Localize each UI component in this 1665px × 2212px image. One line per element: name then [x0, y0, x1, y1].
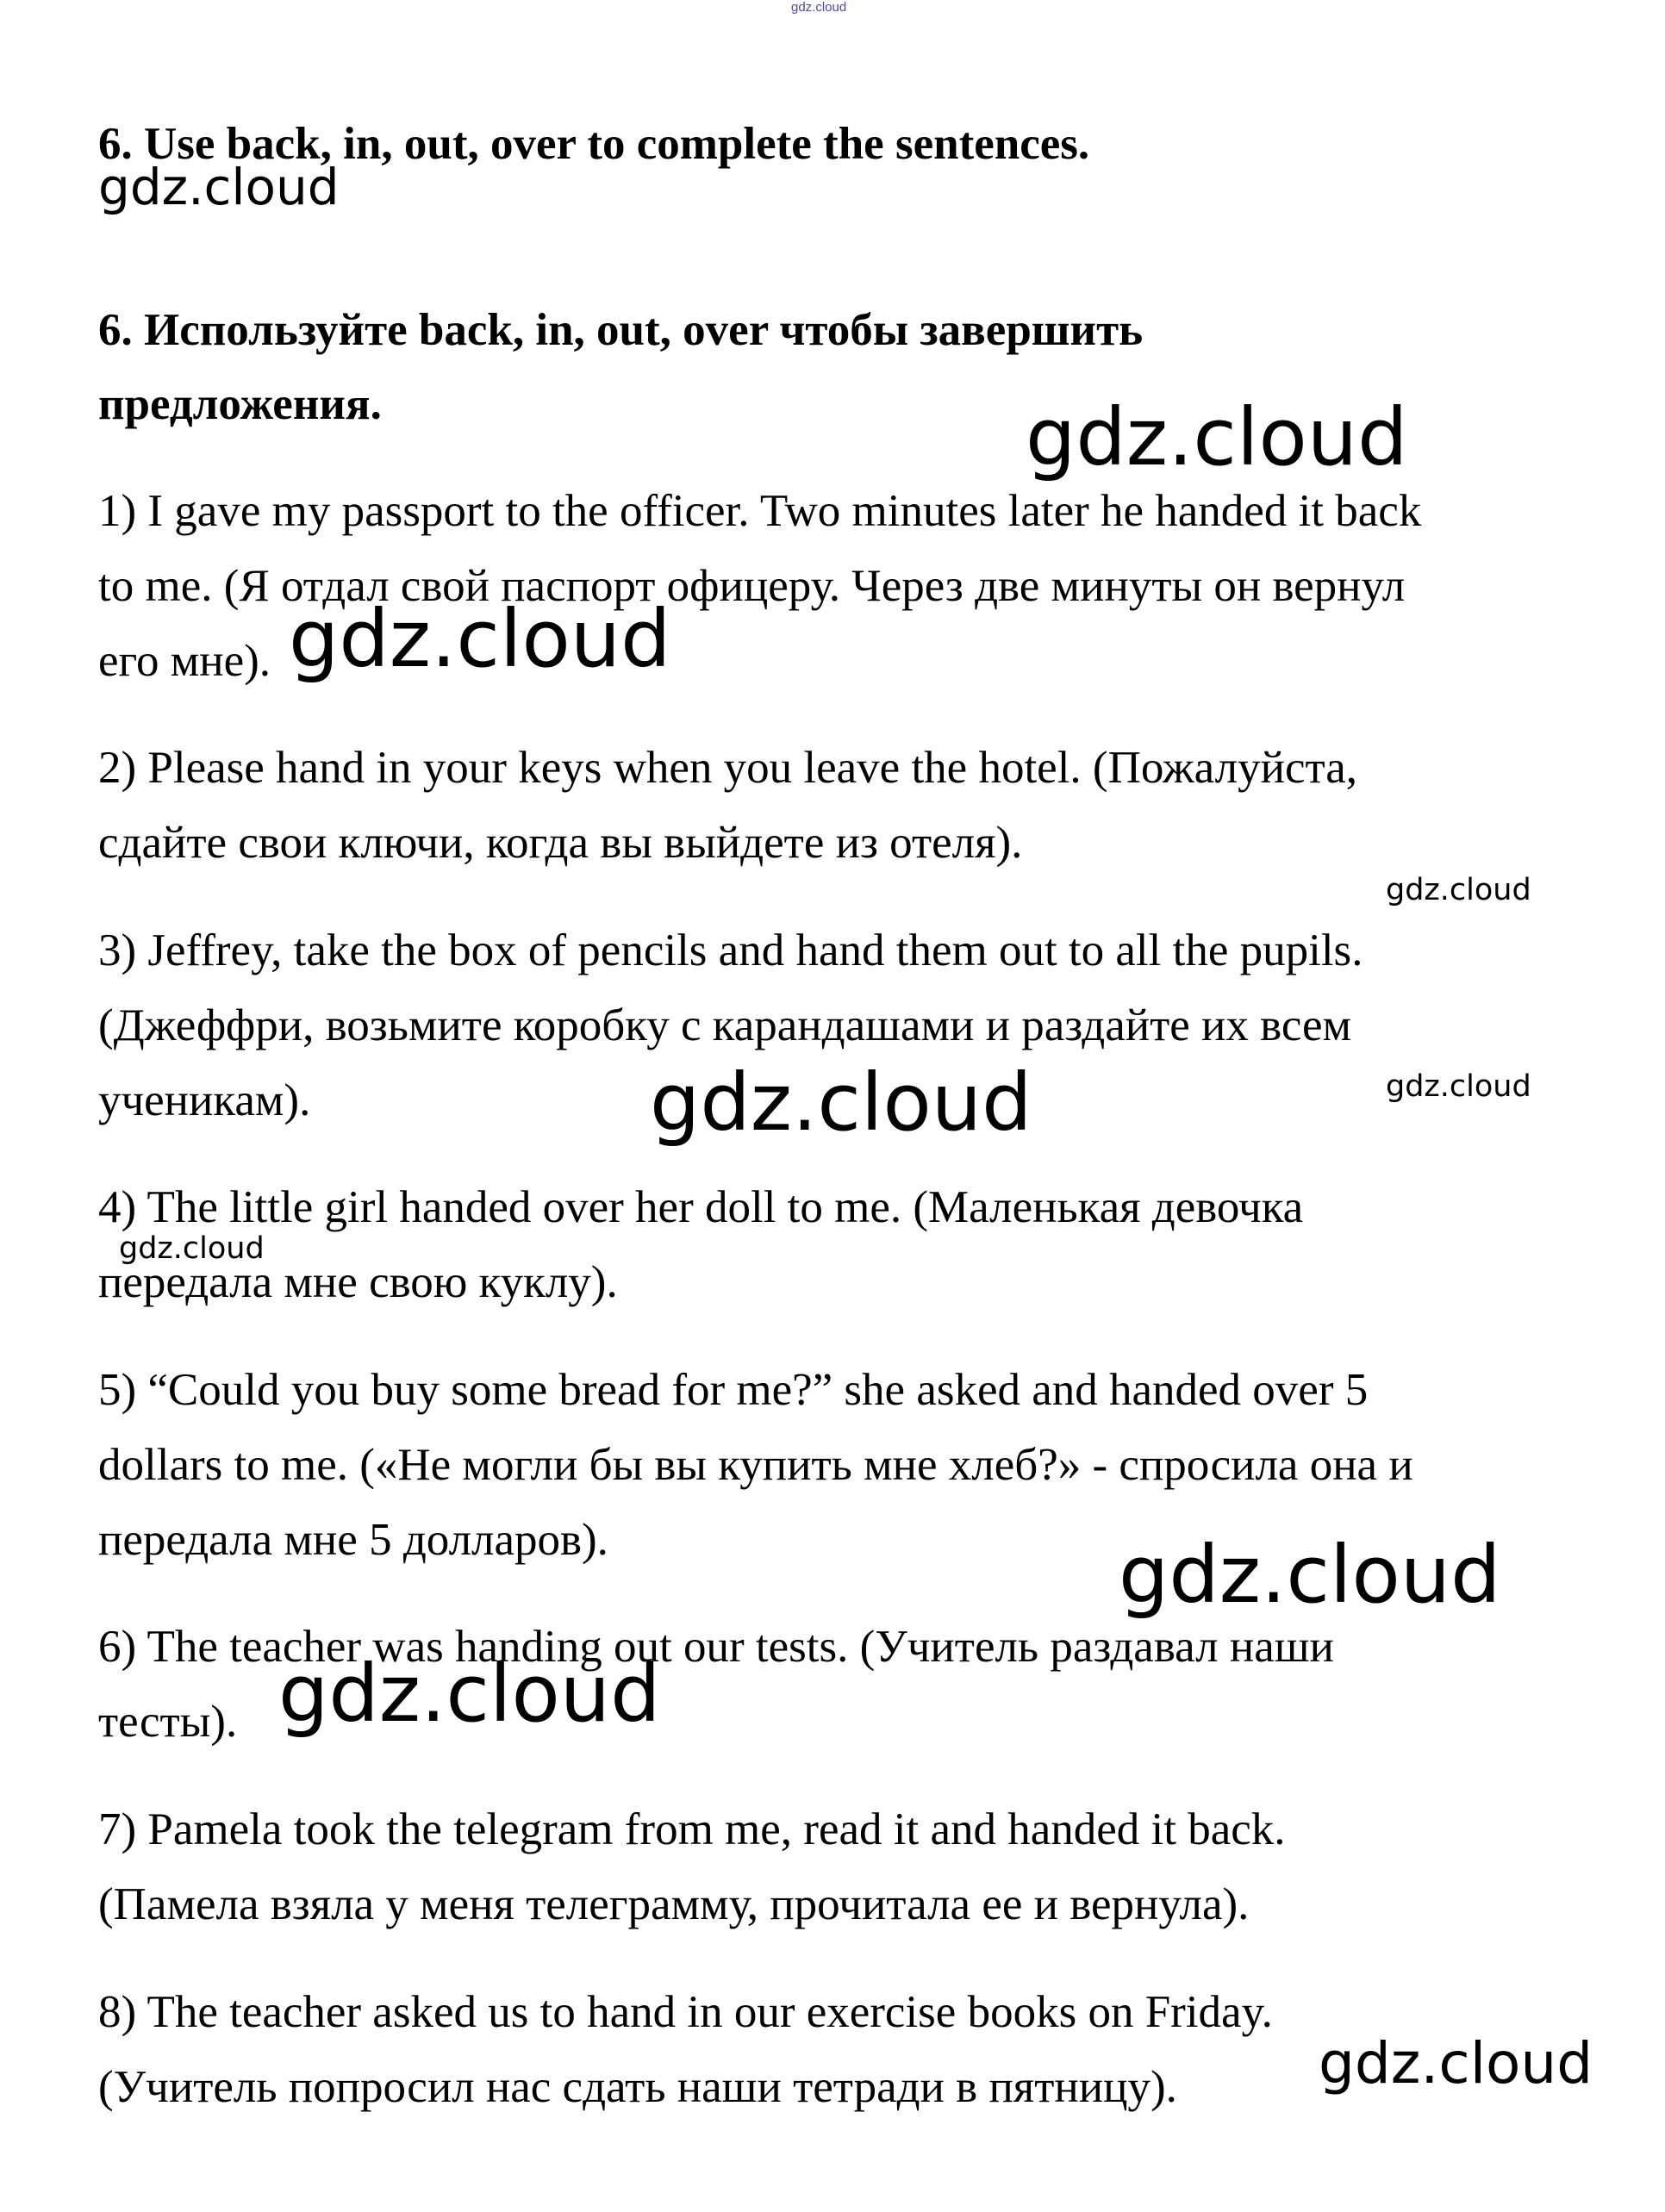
watermark: gdz.cloud [1319, 2030, 1593, 2097]
answer-line: 2) Please hand in your keys when you leave the hotel. (Пожалуйста, [98, 743, 1358, 793]
answer-line: передала мне 5 долларов). [98, 1515, 608, 1565]
answer-line: передала мне свою куклу). [98, 1257, 618, 1307]
answer-line: 4) The little girl handed over her doll to me. (Маленькая девочка [98, 1182, 1304, 1232]
answer-line: сдайте свои ключи, когда вы выйдете из отеля). [98, 818, 1023, 868]
heading-russian [98, 293, 1143, 441]
answer-line: 3) Jeffrey, take the box of pencils and hand them out to all the pupils. [98, 925, 1363, 975]
answer-line: тесты). [98, 1697, 238, 1747]
answer-line: (Памела взяла у меня телеграмму, прочитала ее и вернула). [98, 1879, 1250, 1929]
answer-line: (Джеффри, возьмите коробку с карандашами и раздайте их всем [98, 1000, 1352, 1050]
watermark: gdz.cloud [1026, 391, 1408, 483]
answer-line: 1) I gave my passport to the officer. Two minutes later he handed it back [98, 486, 1422, 536]
watermark: gdz.cloud [650, 1056, 1032, 1149]
heading-russian-line: 6. Используйте back, in, out, over чтобы завершить [98, 305, 1144, 355]
answer-line: 6) The teacher was handing out our tests. (Учитель раздавал наши [98, 1622, 1334, 1672]
answer-line: to me. (Я отдал свой паспорт офицеру. Через две минуты он вернул [98, 561, 1406, 611]
watermark: gdz.cloud [1386, 1069, 1531, 1104]
answer-line: 8) The teacher asked us to hand in our exercise books on Friday. [98, 1987, 1273, 2037]
answer-line: 5) “Could you buy some bread for me?” she asked and handed over 5 [98, 1365, 1369, 1415]
answer-item-7 [98, 1792, 1286, 1942]
watermark: gdz.cloud [119, 1231, 265, 1266]
answer-line: dollars to me. («Не могли бы вы купить мне хлеб?» - спросила она и [98, 1440, 1413, 1490]
watermark: gdz.cloud [289, 593, 671, 685]
answer-line: его мне). [98, 636, 271, 686]
answer-line: (Учитель попросил нас сдать наши тетради в пятницу). [98, 2062, 1177, 2112]
heading-english-text: 6. Use back, in, out, over to complete the sentences. [98, 119, 1090, 169]
watermark: gdz.cloud [1386, 873, 1531, 907]
top-watermark: gdz.cloud [791, 0, 847, 15]
watermark: gdz.cloud [1119, 1529, 1501, 1621]
watermark: gdz.cloud [98, 158, 340, 216]
answer-item-2 [98, 731, 1357, 881]
answer-item-8 [98, 1975, 1273, 2125]
heading-russian-line: предложения. [98, 379, 382, 429]
answer-item-4 [98, 1170, 1303, 1320]
watermark: gdz.cloud [278, 1648, 661, 1740]
answer-line: ученикам). [98, 1075, 311, 1125]
answer-line: 7) Pamela took the telegram from me, read it and handed it back. [98, 1804, 1286, 1854]
